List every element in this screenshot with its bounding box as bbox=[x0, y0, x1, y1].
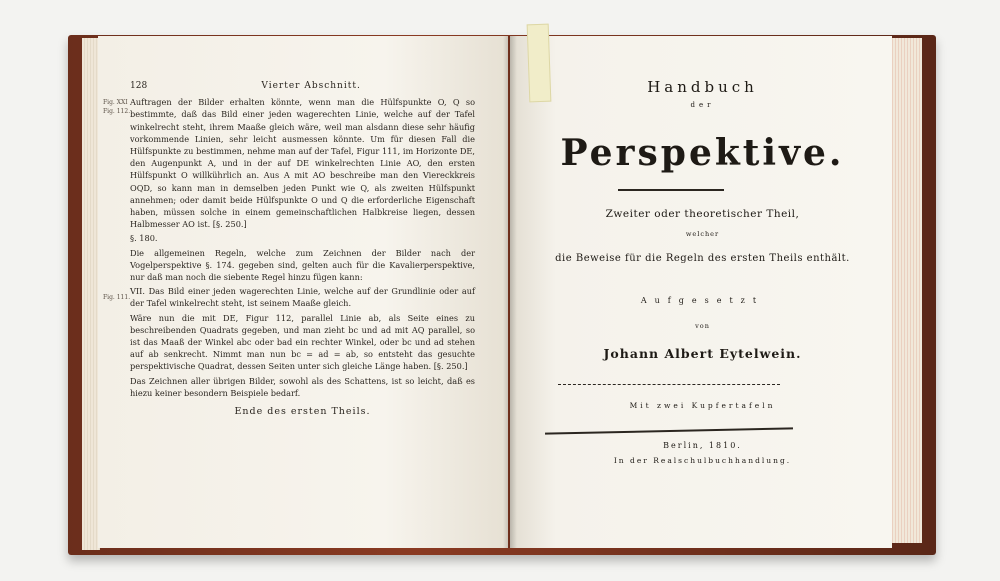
running-head: Vierter Abschnitt. bbox=[261, 81, 361, 91]
contents-line: die Beweise für die Regeln des ersten Theils enthält. bbox=[555, 253, 850, 264]
rule-vii: VII. Das Bild einer jeden wagerechten Linie, welche auf der Grundlinie oder auf der Tafel winkelrecht steht, ist seinem Maaße gleich. bbox=[130, 286, 475, 309]
plates-line: Mit zwei Kupfertafeln bbox=[629, 401, 776, 410]
title-perspektive: Perspektive. bbox=[560, 132, 845, 174]
dashed-rule bbox=[558, 384, 780, 385]
title-handbuch: Handbuch bbox=[647, 78, 758, 96]
book-gutter bbox=[503, 36, 517, 548]
margin-note: Fig. 112. bbox=[103, 108, 131, 115]
von-line: von bbox=[695, 322, 710, 330]
aufgesetzt-line: Aufgesetzt bbox=[640, 296, 765, 305]
title-der: der bbox=[690, 101, 715, 109]
author-name: Johann Albert Eytelwein. bbox=[603, 346, 802, 361]
paragraph: Die allgemeinen Regeln, welche zum Zeichnen der Bilder nach der Vogelperspektive §. 174. gegeben sind, gelten auch für die Kavalierperspektive, nur daß man noch die siebente Regel hinzu fügen kann: bbox=[130, 247, 475, 283]
margin-note: Fig. XXI bbox=[103, 99, 128, 106]
welcher-line: welcher bbox=[685, 230, 720, 238]
section-mark: §. 180. bbox=[130, 233, 158, 244]
page-edges-right bbox=[890, 38, 922, 543]
title-rule bbox=[618, 189, 724, 191]
margin-note: Fig. 111. bbox=[103, 294, 131, 301]
paragraph: Auftragen der Bilder erhalten könnte, wenn man die Hülfspunkte O, Q so bestimmte, daß das Bild einer jeden wagerechten Linie, welche auf der Tafel winkelrecht steht, ihrem Maaße gleich wäre, weil man alsdann diese sehr häufig vorkommende Linien, sehr leicht ausmessen könnte. Um für diesen Fall die Hülfspunkte zu bestimmen, nehme man auf der Tafel, Figur 111, im Horizonte DE, den Augenpunkt A, und in der auf DE winkelrechten Linie AO, den ersten Hülfspunkt O willkührlich an. Aus A mit AO beschreibe man den Viereckkreis OQD, so kann man in demselben jeden Punkt wie Q, als zweiten Hülfspunkt annehmen; oder damit beide Hülfspunkte O und Q die erforderliche Eigenschaft haben, müssen solche in einem gemeinschaftlichen Halbkreise liegen, dessen Halbmesser AO ist. [§. 250.] bbox=[130, 97, 475, 230]
page-number: 128 bbox=[130, 81, 148, 91]
right-page bbox=[510, 36, 892, 548]
paragraph: Wäre nun die mit DE, Figur 112, parallel Linie ab, als Seite eines zu beschreibenden Quadrats gegeben, und man zieht bc und ad mit AQ parallel, so ist das Maaß der Winkel abc oder bad ein rechter Winkel, oder bc und ad stehen auf ab senkrecht. Nimmt man nun bc = ad = ab, so entsteht das gesuchte perspektivische Quadrat, dessen Seiten unter sich gleiche Länge haben. [§. 250.] bbox=[130, 312, 475, 372]
running-header bbox=[130, 80, 475, 92]
publisher: In der Realschulbuchhandlung. bbox=[613, 456, 792, 465]
subtitle: Zweiter oder theoretischer Theil, bbox=[605, 208, 800, 220]
left-page-text bbox=[130, 80, 475, 401]
end-of-part: Ende des ersten Theils. bbox=[234, 406, 371, 417]
paragraph: Das Zeichnen aller übrigen Bilder, sowohl als des Schattens, ist so leicht, daß es hiezu keiner besondern Beispiele bedarf. bbox=[130, 375, 475, 398]
place-year: Berlin, 1810. bbox=[663, 441, 742, 450]
